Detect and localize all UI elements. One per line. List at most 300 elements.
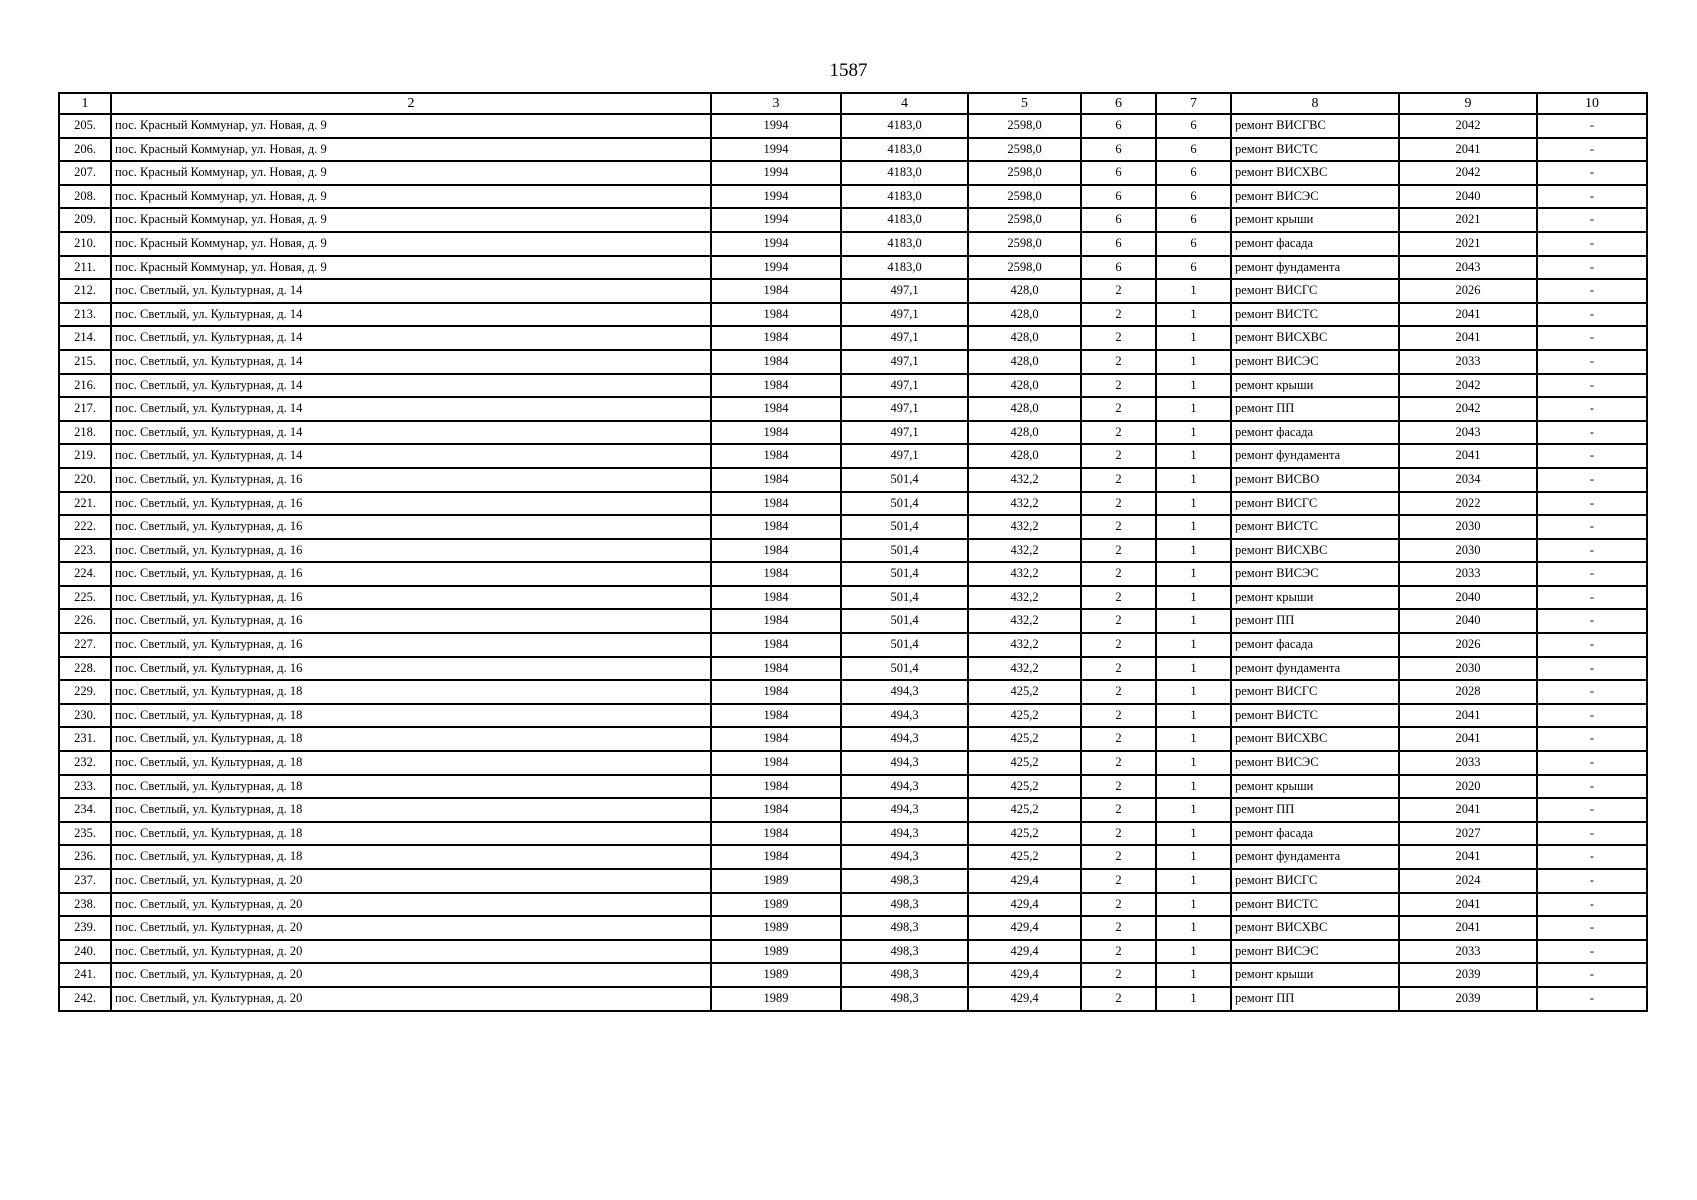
living-area-cell: 2598,0 xyxy=(968,138,1081,162)
table-row xyxy=(59,208,1647,232)
floors-cell: 2 xyxy=(1081,421,1156,445)
total-area-cell: 4183,0 xyxy=(841,138,968,162)
column-header-3: 3 xyxy=(711,93,841,114)
build-year-cell: 1984 xyxy=(711,303,841,327)
row-number-cell: 216. xyxy=(59,374,111,398)
total-area-cell: 501,4 xyxy=(841,633,968,657)
build-year-cell: 1989 xyxy=(711,893,841,917)
table-row xyxy=(59,775,1647,799)
entrances-cell: 1 xyxy=(1156,869,1231,893)
row-number-cell: 237. xyxy=(59,869,111,893)
entrances-cell: 6 xyxy=(1156,161,1231,185)
table-row xyxy=(59,609,1647,633)
address-cell: пос. Светлый, ул. Культурная, д. 14 xyxy=(111,421,711,445)
address-cell: пос. Красный Коммунар, ул. Новая, д. 9 xyxy=(111,114,711,138)
note-cell: - xyxy=(1537,539,1647,563)
planned-year-cell: 2042 xyxy=(1399,161,1537,185)
planned-year-cell: 2041 xyxy=(1399,916,1537,940)
address-cell: пос. Светлый, ул. Культурная, д. 14 xyxy=(111,444,711,468)
floors-cell: 2 xyxy=(1081,775,1156,799)
floors-cell: 6 xyxy=(1081,208,1156,232)
row-number-cell: 208. xyxy=(59,185,111,209)
planned-year-cell: 2041 xyxy=(1399,704,1537,728)
work-type-cell: ремонт ПП xyxy=(1231,609,1399,633)
entrances-cell: 1 xyxy=(1156,963,1231,987)
living-area-cell: 425,2 xyxy=(968,751,1081,775)
table-row xyxy=(59,562,1647,586)
living-area-cell: 425,2 xyxy=(968,727,1081,751)
table-row xyxy=(59,350,1647,374)
total-area-cell: 501,4 xyxy=(841,586,968,610)
row-number-cell: 238. xyxy=(59,893,111,917)
living-area-cell: 429,4 xyxy=(968,869,1081,893)
note-cell: - xyxy=(1537,208,1647,232)
note-cell: - xyxy=(1537,515,1647,539)
total-area-cell: 498,3 xyxy=(841,869,968,893)
floors-cell: 2 xyxy=(1081,374,1156,398)
address-cell: пос. Светлый, ул. Культурная, д. 14 xyxy=(111,279,711,303)
table-row xyxy=(59,798,1647,822)
address-cell: пос. Светлый, ул. Культурная, д. 20 xyxy=(111,869,711,893)
build-year-cell: 1989 xyxy=(711,869,841,893)
total-area-cell: 498,3 xyxy=(841,916,968,940)
entrances-cell: 1 xyxy=(1156,633,1231,657)
row-number-cell: 218. xyxy=(59,421,111,445)
row-number-cell: 227. xyxy=(59,633,111,657)
address-cell: пос. Светлый, ул. Культурная, д. 18 xyxy=(111,704,711,728)
living-area-cell: 425,2 xyxy=(968,822,1081,846)
table-row xyxy=(59,586,1647,610)
note-cell: - xyxy=(1537,374,1647,398)
floors-cell: 2 xyxy=(1081,279,1156,303)
address-cell: пос. Светлый, ул. Культурная, д. 18 xyxy=(111,845,711,869)
entrances-cell: 1 xyxy=(1156,444,1231,468)
total-area-cell: 4183,0 xyxy=(841,185,968,209)
repair-schedule-table xyxy=(58,92,1648,1012)
entrances-cell: 1 xyxy=(1156,326,1231,350)
address-cell: пос. Светлый, ул. Культурная, д. 14 xyxy=(111,374,711,398)
table-row xyxy=(59,397,1647,421)
entrances-cell: 1 xyxy=(1156,940,1231,964)
row-number-cell: 233. xyxy=(59,775,111,799)
address-cell: пос. Светлый, ул. Культурная, д. 18 xyxy=(111,798,711,822)
total-area-cell: 494,3 xyxy=(841,822,968,846)
build-year-cell: 1984 xyxy=(711,374,841,398)
entrances-cell: 6 xyxy=(1156,232,1231,256)
planned-year-cell: 2042 xyxy=(1399,397,1537,421)
work-type-cell: ремонт ВИСХВС xyxy=(1231,539,1399,563)
table-row xyxy=(59,963,1647,987)
total-area-cell: 494,3 xyxy=(841,704,968,728)
column-header-4: 4 xyxy=(841,93,968,114)
table-row xyxy=(59,822,1647,846)
row-number-cell: 226. xyxy=(59,609,111,633)
note-cell: - xyxy=(1537,727,1647,751)
row-number-cell: 239. xyxy=(59,916,111,940)
build-year-cell: 1994 xyxy=(711,208,841,232)
floors-cell: 2 xyxy=(1081,940,1156,964)
entrances-cell: 1 xyxy=(1156,350,1231,374)
total-area-cell: 501,4 xyxy=(841,492,968,516)
work-type-cell: ремонт ВИСХВС xyxy=(1231,161,1399,185)
planned-year-cell: 2026 xyxy=(1399,279,1537,303)
planned-year-cell: 2030 xyxy=(1399,515,1537,539)
column-header-9: 9 xyxy=(1399,93,1537,114)
note-cell: - xyxy=(1537,940,1647,964)
address-cell: пос. Светлый, ул. Культурная, д. 18 xyxy=(111,822,711,846)
build-year-cell: 1994 xyxy=(711,161,841,185)
note-cell: - xyxy=(1537,562,1647,586)
floors-cell: 2 xyxy=(1081,869,1156,893)
entrances-cell: 1 xyxy=(1156,727,1231,751)
work-type-cell: ремонт ПП xyxy=(1231,798,1399,822)
living-area-cell: 429,4 xyxy=(968,987,1081,1011)
row-number-cell: 228. xyxy=(59,657,111,681)
table-row xyxy=(59,657,1647,681)
address-cell: пос. Красный Коммунар, ул. Новая, д. 9 xyxy=(111,232,711,256)
total-area-cell: 501,4 xyxy=(841,468,968,492)
build-year-cell: 1984 xyxy=(711,279,841,303)
floors-cell: 6 xyxy=(1081,161,1156,185)
total-area-cell: 497,1 xyxy=(841,421,968,445)
floors-cell: 2 xyxy=(1081,727,1156,751)
build-year-cell: 1984 xyxy=(711,350,841,374)
floors-cell: 2 xyxy=(1081,444,1156,468)
row-number-cell: 214. xyxy=(59,326,111,350)
planned-year-cell: 2034 xyxy=(1399,468,1537,492)
build-year-cell: 1984 xyxy=(711,680,841,704)
table-row xyxy=(59,539,1647,563)
living-area-cell: 428,0 xyxy=(968,350,1081,374)
floors-cell: 2 xyxy=(1081,350,1156,374)
floors-cell: 2 xyxy=(1081,397,1156,421)
entrances-cell: 6 xyxy=(1156,138,1231,162)
work-type-cell: ремонт ПП xyxy=(1231,987,1399,1011)
table-row xyxy=(59,468,1647,492)
floors-cell: 2 xyxy=(1081,822,1156,846)
total-area-cell: 497,1 xyxy=(841,444,968,468)
work-type-cell: ремонт крыши xyxy=(1231,775,1399,799)
planned-year-cell: 2039 xyxy=(1399,987,1537,1011)
living-area-cell: 429,4 xyxy=(968,893,1081,917)
column-header-1: 1 xyxy=(59,93,111,114)
row-number-cell: 221. xyxy=(59,492,111,516)
entrances-cell: 1 xyxy=(1156,987,1231,1011)
floors-cell: 2 xyxy=(1081,562,1156,586)
work-type-cell: ремонт ВИСЭС xyxy=(1231,185,1399,209)
living-area-cell: 425,2 xyxy=(968,704,1081,728)
planned-year-cell: 2030 xyxy=(1399,657,1537,681)
row-number-cell: 229. xyxy=(59,680,111,704)
total-area-cell: 494,3 xyxy=(841,798,968,822)
work-type-cell: ремонт ВИСГС xyxy=(1231,492,1399,516)
living-area-cell: 428,0 xyxy=(968,444,1081,468)
build-year-cell: 1984 xyxy=(711,657,841,681)
address-cell: пос. Светлый, ул. Культурная, д. 18 xyxy=(111,727,711,751)
floors-cell: 2 xyxy=(1081,845,1156,869)
note-cell: - xyxy=(1537,114,1647,138)
total-area-cell: 494,3 xyxy=(841,845,968,869)
table-row xyxy=(59,114,1647,138)
entrances-cell: 1 xyxy=(1156,775,1231,799)
work-type-cell: ремонт фундамента xyxy=(1231,444,1399,468)
total-area-cell: 4183,0 xyxy=(841,208,968,232)
planned-year-cell: 2042 xyxy=(1399,114,1537,138)
work-type-cell: ремонт ВИСВО xyxy=(1231,468,1399,492)
build-year-cell: 1984 xyxy=(711,586,841,610)
total-area-cell: 494,3 xyxy=(841,727,968,751)
total-area-cell: 501,4 xyxy=(841,539,968,563)
entrances-cell: 1 xyxy=(1156,515,1231,539)
row-number-cell: 240. xyxy=(59,940,111,964)
planned-year-cell: 2041 xyxy=(1399,303,1537,327)
total-area-cell: 4183,0 xyxy=(841,114,968,138)
work-type-cell: ремонт ВИСЭС xyxy=(1231,751,1399,775)
total-area-cell: 501,4 xyxy=(841,562,968,586)
row-number-cell: 241. xyxy=(59,963,111,987)
address-cell: пос. Светлый, ул. Культурная, д. 18 xyxy=(111,775,711,799)
entrances-cell: 6 xyxy=(1156,256,1231,280)
work-type-cell: ремонт фундамента xyxy=(1231,657,1399,681)
note-cell: - xyxy=(1537,185,1647,209)
living-area-cell: 425,2 xyxy=(968,798,1081,822)
row-number-cell: 209. xyxy=(59,208,111,232)
planned-year-cell: 2022 xyxy=(1399,492,1537,516)
note-cell: - xyxy=(1537,869,1647,893)
note-cell: - xyxy=(1537,916,1647,940)
work-type-cell: ремонт фасада xyxy=(1231,822,1399,846)
entrances-cell: 6 xyxy=(1156,208,1231,232)
build-year-cell: 1984 xyxy=(711,845,841,869)
total-area-cell: 497,1 xyxy=(841,303,968,327)
planned-year-cell: 2033 xyxy=(1399,751,1537,775)
note-cell: - xyxy=(1537,845,1647,869)
table-row xyxy=(59,303,1647,327)
living-area-cell: 2598,0 xyxy=(968,114,1081,138)
planned-year-cell: 2033 xyxy=(1399,562,1537,586)
floors-cell: 2 xyxy=(1081,798,1156,822)
address-cell: пос. Красный Коммунар, ул. Новая, д. 9 xyxy=(111,161,711,185)
column-header-5: 5 xyxy=(968,93,1081,114)
planned-year-cell: 2041 xyxy=(1399,326,1537,350)
table-row xyxy=(59,515,1647,539)
note-cell: - xyxy=(1537,303,1647,327)
total-area-cell: 497,1 xyxy=(841,374,968,398)
note-cell: - xyxy=(1537,609,1647,633)
table-row xyxy=(59,492,1647,516)
table-row xyxy=(59,185,1647,209)
row-number-cell: 212. xyxy=(59,279,111,303)
total-area-cell: 501,4 xyxy=(841,657,968,681)
floors-cell: 2 xyxy=(1081,916,1156,940)
floors-cell: 2 xyxy=(1081,657,1156,681)
work-type-cell: ремонт ВИСГВС xyxy=(1231,114,1399,138)
build-year-cell: 1984 xyxy=(711,798,841,822)
note-cell: - xyxy=(1537,798,1647,822)
build-year-cell: 1984 xyxy=(711,822,841,846)
table-row xyxy=(59,869,1647,893)
row-number-cell: 234. xyxy=(59,798,111,822)
build-year-cell: 1984 xyxy=(711,727,841,751)
total-area-cell: 501,4 xyxy=(841,515,968,539)
living-area-cell: 425,2 xyxy=(968,845,1081,869)
total-area-cell: 497,1 xyxy=(841,326,968,350)
total-area-cell: 497,1 xyxy=(841,350,968,374)
page-number: 1587 xyxy=(829,60,868,81)
floors-cell: 6 xyxy=(1081,114,1156,138)
note-cell: - xyxy=(1537,232,1647,256)
work-type-cell: ремонт крыши xyxy=(1231,586,1399,610)
column-header-6: 6 xyxy=(1081,93,1156,114)
build-year-cell: 1984 xyxy=(711,515,841,539)
entrances-cell: 1 xyxy=(1156,397,1231,421)
floors-cell: 2 xyxy=(1081,987,1156,1011)
row-number-cell: 236. xyxy=(59,845,111,869)
entrances-cell: 1 xyxy=(1156,468,1231,492)
build-year-cell: 1984 xyxy=(711,539,841,563)
living-area-cell: 429,4 xyxy=(968,940,1081,964)
work-type-cell: ремонт крыши xyxy=(1231,374,1399,398)
table-row xyxy=(59,704,1647,728)
floors-cell: 2 xyxy=(1081,893,1156,917)
table-row xyxy=(59,138,1647,162)
row-number-cell: 220. xyxy=(59,468,111,492)
work-type-cell: ремонт фасада xyxy=(1231,232,1399,256)
column-header-8: 8 xyxy=(1231,93,1399,114)
living-area-cell: 428,0 xyxy=(968,397,1081,421)
floors-cell: 6 xyxy=(1081,232,1156,256)
build-year-cell: 1989 xyxy=(711,963,841,987)
build-year-cell: 1989 xyxy=(711,987,841,1011)
floors-cell: 2 xyxy=(1081,326,1156,350)
living-area-cell: 432,2 xyxy=(968,539,1081,563)
table-body xyxy=(59,114,1647,1011)
living-area-cell: 425,2 xyxy=(968,775,1081,799)
address-cell: пос. Светлый, ул. Культурная, д. 14 xyxy=(111,397,711,421)
address-cell: пос. Светлый, ул. Культурная, д. 16 xyxy=(111,539,711,563)
work-type-cell: ремонт ВИСТС xyxy=(1231,138,1399,162)
planned-year-cell: 2041 xyxy=(1399,727,1537,751)
entrances-cell: 1 xyxy=(1156,822,1231,846)
entrances-cell: 1 xyxy=(1156,798,1231,822)
row-number-cell: 211. xyxy=(59,256,111,280)
note-cell: - xyxy=(1537,326,1647,350)
living-area-cell: 432,2 xyxy=(968,609,1081,633)
row-number-cell: 222. xyxy=(59,515,111,539)
row-number-cell: 217. xyxy=(59,397,111,421)
work-type-cell: ремонт ПП xyxy=(1231,397,1399,421)
table-row xyxy=(59,893,1647,917)
floors-cell: 2 xyxy=(1081,586,1156,610)
address-cell: пос. Красный Коммунар, ул. Новая, д. 9 xyxy=(111,256,711,280)
planned-year-cell: 2040 xyxy=(1399,609,1537,633)
table-row xyxy=(59,916,1647,940)
build-year-cell: 1994 xyxy=(711,138,841,162)
work-type-cell: ремонт ВИСХВС xyxy=(1231,916,1399,940)
entrances-cell: 6 xyxy=(1156,114,1231,138)
address-cell: пос. Светлый, ул. Культурная, д. 16 xyxy=(111,657,711,681)
note-cell: - xyxy=(1537,350,1647,374)
address-cell: пос. Светлый, ул. Культурная, д. 16 xyxy=(111,468,711,492)
address-cell: пос. Светлый, ул. Культурная, д. 18 xyxy=(111,680,711,704)
table-row xyxy=(59,374,1647,398)
build-year-cell: 1989 xyxy=(711,940,841,964)
row-number-cell: 232. xyxy=(59,751,111,775)
living-area-cell: 432,2 xyxy=(968,515,1081,539)
living-area-cell: 425,2 xyxy=(968,680,1081,704)
planned-year-cell: 2030 xyxy=(1399,539,1537,563)
planned-year-cell: 2020 xyxy=(1399,775,1537,799)
note-cell: - xyxy=(1537,893,1647,917)
address-cell: пос. Красный Коммунар, ул. Новая, д. 9 xyxy=(111,208,711,232)
living-area-cell: 429,4 xyxy=(968,963,1081,987)
living-area-cell: 2598,0 xyxy=(968,161,1081,185)
planned-year-cell: 2033 xyxy=(1399,940,1537,964)
work-type-cell: ремонт фундамента xyxy=(1231,845,1399,869)
entrances-cell: 1 xyxy=(1156,657,1231,681)
floors-cell: 2 xyxy=(1081,751,1156,775)
planned-year-cell: 2043 xyxy=(1399,256,1537,280)
column-header-2: 2 xyxy=(111,93,711,114)
work-type-cell: ремонт ВИСХВС xyxy=(1231,326,1399,350)
work-type-cell: ремонт крыши xyxy=(1231,963,1399,987)
note-cell: - xyxy=(1537,444,1647,468)
note-cell: - xyxy=(1537,256,1647,280)
work-type-cell: ремонт ВИСЭС xyxy=(1231,562,1399,586)
build-year-cell: 1984 xyxy=(711,492,841,516)
entrances-cell: 1 xyxy=(1156,562,1231,586)
entrances-cell: 1 xyxy=(1156,680,1231,704)
planned-year-cell: 2027 xyxy=(1399,822,1537,846)
build-year-cell: 1984 xyxy=(711,326,841,350)
planned-year-cell: 2040 xyxy=(1399,185,1537,209)
planned-year-cell: 2043 xyxy=(1399,421,1537,445)
row-number-cell: 205. xyxy=(59,114,111,138)
address-cell: пос. Светлый, ул. Культурная, д. 16 xyxy=(111,515,711,539)
note-cell: - xyxy=(1537,775,1647,799)
row-number-cell: 207. xyxy=(59,161,111,185)
table-row xyxy=(59,633,1647,657)
build-year-cell: 1984 xyxy=(711,421,841,445)
address-cell: пос. Светлый, ул. Культурная, д. 20 xyxy=(111,987,711,1011)
entrances-cell: 1 xyxy=(1156,279,1231,303)
table-row xyxy=(59,444,1647,468)
build-year-cell: 1984 xyxy=(711,444,841,468)
work-type-cell: ремонт ВИСТС xyxy=(1231,893,1399,917)
note-cell: - xyxy=(1537,963,1647,987)
address-cell: пос. Светлый, ул. Культурная, д. 16 xyxy=(111,586,711,610)
floors-cell: 2 xyxy=(1081,468,1156,492)
row-number-cell: 235. xyxy=(59,822,111,846)
total-area-cell: 498,3 xyxy=(841,963,968,987)
living-area-cell: 428,0 xyxy=(968,279,1081,303)
entrances-cell: 1 xyxy=(1156,704,1231,728)
column-header-10: 10 xyxy=(1537,93,1647,114)
total-area-cell: 497,1 xyxy=(841,279,968,303)
entrances-cell: 1 xyxy=(1156,303,1231,327)
living-area-cell: 2598,0 xyxy=(968,185,1081,209)
build-year-cell: 1994 xyxy=(711,185,841,209)
work-type-cell: ремонт ВИСТС xyxy=(1231,515,1399,539)
living-area-cell: 432,2 xyxy=(968,633,1081,657)
build-year-cell: 1984 xyxy=(711,751,841,775)
entrances-cell: 1 xyxy=(1156,845,1231,869)
floors-cell: 6 xyxy=(1081,138,1156,162)
floors-cell: 6 xyxy=(1081,185,1156,209)
living-area-cell: 428,0 xyxy=(968,326,1081,350)
table-row xyxy=(59,987,1647,1011)
entrances-cell: 1 xyxy=(1156,492,1231,516)
